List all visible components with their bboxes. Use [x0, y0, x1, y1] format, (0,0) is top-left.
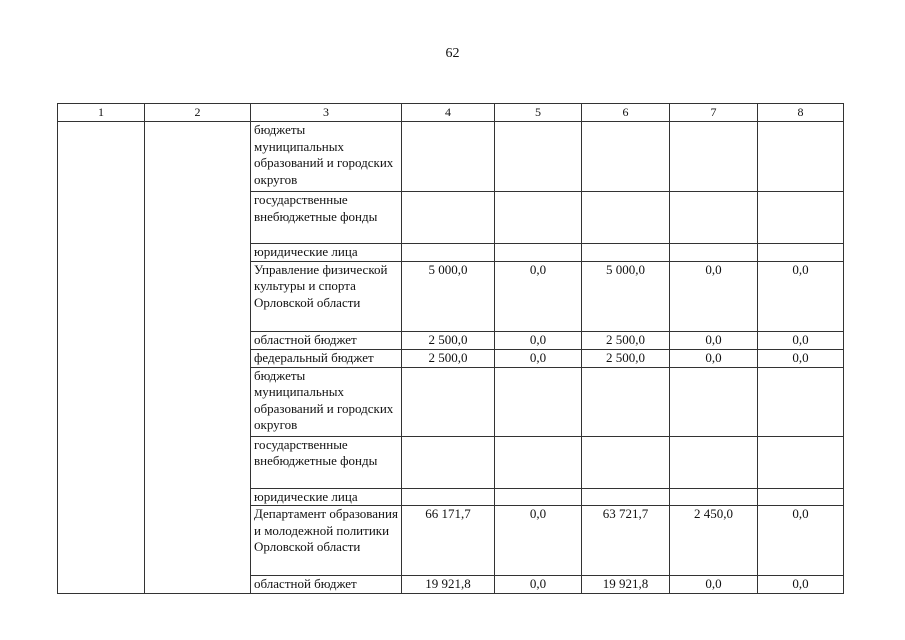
cell-col7	[670, 436, 758, 488]
cell-col4: 5 000,0	[402, 261, 495, 331]
cell-col8	[758, 122, 844, 192]
cell-col4: 66 171,7	[402, 506, 495, 576]
cell-col5	[495, 436, 582, 488]
cell-col6: 19 921,8	[582, 576, 670, 594]
cell-col4	[402, 244, 495, 262]
cell-col6	[582, 244, 670, 262]
page-number: 62	[445, 46, 460, 61]
cell-col4	[402, 436, 495, 488]
cell-col6: 63 721,7	[582, 506, 670, 576]
cell-col5: 0,0	[495, 331, 582, 349]
cell-col7	[670, 367, 758, 436]
cell-col4: 2 500,0	[402, 331, 495, 349]
cell-col7: 0,0	[670, 349, 758, 367]
row-label: областной бюджет	[251, 576, 402, 594]
cell-col7	[670, 488, 758, 506]
row-label: юридические лица	[251, 488, 402, 506]
row-label: государственные внебюджетные фонды	[251, 192, 402, 244]
cell-col7	[670, 192, 758, 244]
column-header: 7	[670, 104, 758, 122]
cell-col6	[582, 436, 670, 488]
cell-col8	[758, 192, 844, 244]
cell-col4: 2 500,0	[402, 349, 495, 367]
cell-col6: 5 000,0	[582, 261, 670, 331]
cell-col5	[495, 244, 582, 262]
column-header: 1	[58, 104, 145, 122]
cell-col7: 2 450,0	[670, 506, 758, 576]
cell-col5	[495, 488, 582, 506]
cell-col7: 0,0	[670, 261, 758, 331]
column-header: 2	[145, 104, 251, 122]
cell-col4: 19 921,8	[402, 576, 495, 594]
cell-col6	[582, 122, 670, 192]
row-label: юридические лица	[251, 244, 402, 262]
cell-col8: 0,0	[758, 261, 844, 331]
column-header: 8	[758, 104, 844, 122]
cell-col8: 0,0	[758, 506, 844, 576]
column-header: 5	[495, 104, 582, 122]
cell-col8: 0,0	[758, 349, 844, 367]
cell-col8	[758, 436, 844, 488]
cell-col5: 0,0	[495, 576, 582, 594]
row-label: федеральный бюджет	[251, 349, 402, 367]
row-label: бюджеты муниципальных образований и городских округов	[251, 367, 402, 436]
row-label: Департамент образования и молодежной политики Орловской области	[251, 506, 402, 576]
cell-col5	[495, 192, 582, 244]
column-2-cell	[145, 122, 251, 594]
row-label: Управление физической культуры и спорта Орловской области	[251, 261, 402, 331]
row-label: государственные внебюджетные фонды	[251, 436, 402, 488]
cell-col5	[495, 367, 582, 436]
column-header: 6	[582, 104, 670, 122]
cell-col4	[402, 122, 495, 192]
row-label: областной бюджет	[251, 331, 402, 349]
column-header: 3	[251, 104, 402, 122]
cell-col5: 0,0	[495, 261, 582, 331]
cell-col4	[402, 367, 495, 436]
cell-col8	[758, 488, 844, 506]
cell-col6	[582, 488, 670, 506]
cell-col6: 2 500,0	[582, 349, 670, 367]
cell-col8	[758, 367, 844, 436]
cell-col5: 0,0	[495, 349, 582, 367]
row-label: бюджеты муниципальных образований и городских округов	[251, 122, 402, 192]
cell-col6	[582, 192, 670, 244]
cell-col8: 0,0	[758, 331, 844, 349]
cell-col8: 0,0	[758, 576, 844, 594]
cell-col8	[758, 244, 844, 262]
cell-col7	[670, 244, 758, 262]
cell-col5: 0,0	[495, 506, 582, 576]
cell-col6	[582, 367, 670, 436]
table-header-row	[58, 104, 844, 122]
cell-col7	[670, 122, 758, 192]
table-row	[58, 122, 844, 192]
column-header: 4	[402, 104, 495, 122]
cell-col7: 0,0	[670, 576, 758, 594]
column-1-cell	[58, 122, 145, 594]
budget-table	[57, 103, 844, 594]
cell-col4	[402, 192, 495, 244]
cell-col6: 2 500,0	[582, 331, 670, 349]
cell-col7: 0,0	[670, 331, 758, 349]
cell-col5	[495, 122, 582, 192]
cell-col4	[402, 488, 495, 506]
